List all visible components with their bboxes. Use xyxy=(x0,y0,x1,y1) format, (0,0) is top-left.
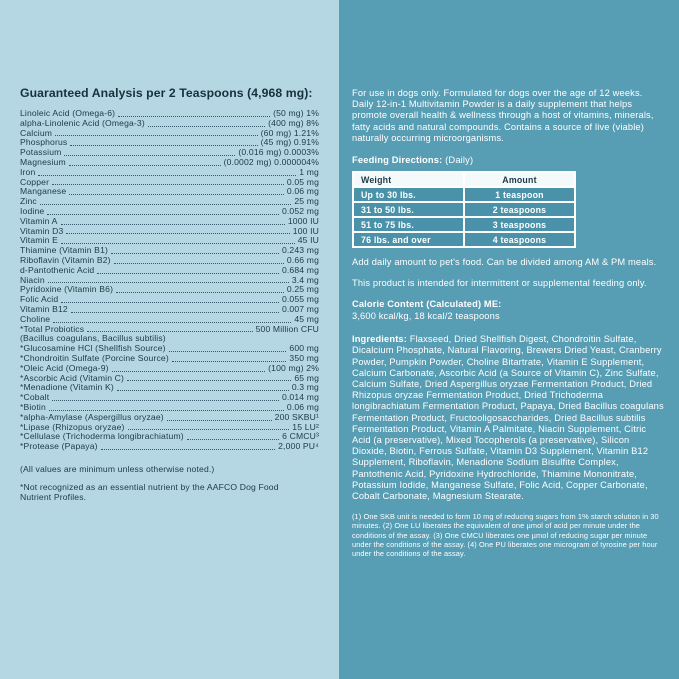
dot-leader xyxy=(112,371,266,372)
feeding-table-row xyxy=(353,187,575,202)
feeding-table-header-row xyxy=(353,172,575,187)
calorie-content-value: 3,600 kcal/kg, 18 kcal/2 teaspoons xyxy=(352,310,500,321)
dot-leader xyxy=(117,390,289,391)
analysis-row-value: 0.66 mg xyxy=(286,254,319,265)
dot-leader xyxy=(69,194,284,195)
analysis-row-value: 45 mg xyxy=(294,313,319,324)
analysis-row-label: Potassium xyxy=(20,147,62,158)
guaranteed-analysis-heading: Guaranteed Analysis per 2 Teaspoons (4,968 mg): xyxy=(20,86,313,100)
analysis-row-label: Riboflavin (Vitamin B2) xyxy=(20,254,111,265)
add-to-food-note: Add daily amount to pet's food. Can be divided among AM & PM meals. xyxy=(352,257,657,268)
analysis-row-label: alpha-Linolenic Acid (Omega-3) xyxy=(20,117,145,128)
analysis-row-label: *Oleic Acid (Omega-9) xyxy=(20,362,109,373)
amount-cell: 3 teaspoons xyxy=(464,217,575,232)
dot-leader xyxy=(128,429,290,430)
analysis-row-value: 0.055 mg xyxy=(281,294,319,305)
analysis-row-label: *Chondroitin Sulfate (Porcine Source) xyxy=(20,352,169,363)
analysis-row-value: 6 CMCU³ xyxy=(282,431,319,442)
dot-leader xyxy=(116,292,284,293)
analysis-row-label: *Cellulase (Trichoderma longibrachiatum) xyxy=(20,431,184,442)
analysis-row-label: Phosphorus xyxy=(20,137,68,148)
analysis-row-value: 1 mg xyxy=(299,166,319,177)
feeding-table-row xyxy=(353,232,575,247)
analysis-row-value: 0.06 mg xyxy=(286,186,319,197)
right-panel xyxy=(339,0,679,679)
intermittent-feeding-note: This product is intended for intermittent or supplemental feeding only. xyxy=(352,278,647,289)
dot-leader xyxy=(169,351,287,352)
feeding-table-header-amount: Amount xyxy=(464,172,575,187)
analysis-row-value: 0.007 mg xyxy=(281,303,319,314)
dot-leader xyxy=(167,420,272,421)
analysis-row-label: *Total Probiotics xyxy=(20,323,85,334)
dot-leader xyxy=(49,410,284,411)
analysis-row-label: Vitamin A xyxy=(20,215,58,226)
analysis-row-label: Vitamin D3 xyxy=(20,225,64,236)
analysis-row-value: 1000 IU xyxy=(287,215,319,226)
analysis-row-label: Pyridoxine (Vitamin B6) xyxy=(20,284,114,295)
aafco-note: *Not recognized as an essential nutrient by the AAFCO Dog Food Nutrient Profiles. xyxy=(20,481,279,503)
dot-leader xyxy=(61,224,285,225)
dot-leader xyxy=(70,145,257,146)
enzyme-unit-footnotes: (1) One SKB unit is needed to form 10 mg of reducing sugars from 1% starch solution in 30 minutes. (2) One LU liberates the equivalent of one µmol of acid per minute under the conditions of the assay. (3) One CMCU liberates one µmol of reducing sugar per minute under the conditions of the assay. (4) One PU liberates one microgram of tyrosine per hour under the conditions of the assay. xyxy=(352,512,659,559)
analysis-row xyxy=(20,305,319,315)
feeding-table-header-weight: Weight xyxy=(353,172,464,187)
analysis-row-value: 0.014 mg xyxy=(281,392,319,403)
analysis-row-value: 0.05 mg xyxy=(286,176,319,187)
analysis-row-value: (100 mg) 2% xyxy=(268,362,319,373)
dot-leader xyxy=(87,331,252,332)
dot-leader xyxy=(187,439,279,440)
analysis-row-value: (0.0002 mg) 0.000004% xyxy=(223,156,319,167)
analysis-row-label: Vitamin B12 xyxy=(20,303,68,314)
analysis-row xyxy=(20,158,319,168)
feeding-table xyxy=(352,171,576,248)
analysis-row-label: Magnesium xyxy=(20,156,66,167)
analysis-row-value: (60 mg) 1.21% xyxy=(260,127,319,138)
analysis-row-label: Thiamine (Vitamin B1) xyxy=(20,245,109,256)
analysis-row-label: Choline xyxy=(20,313,51,324)
dot-leader xyxy=(69,165,221,166)
amount-cell: 1 teaspoon xyxy=(464,187,575,202)
analysis-row-value: (400 mg) 8% xyxy=(268,117,319,128)
analysis-row-value: 0.06 mg xyxy=(286,401,319,412)
analysis-row xyxy=(20,217,319,227)
dot-leader xyxy=(53,322,291,323)
analysis-row-value: 25 mg xyxy=(294,196,319,207)
dot-leader xyxy=(52,400,279,401)
analysis-row-value: 15 LU² xyxy=(292,421,319,432)
analysis-row-label: Manganese xyxy=(20,186,67,197)
amount-cell: 2 teaspoons xyxy=(464,202,575,217)
analysis-row-value: 100 IU xyxy=(292,225,319,236)
dot-leader xyxy=(64,155,235,156)
analysis-row-label: *alpha-Amylase (Aspergillus oryzae) xyxy=(20,411,164,422)
analysis-row-label: Folic Acid xyxy=(20,294,59,305)
feeding-table-body xyxy=(353,187,575,247)
analysis-row-label: *Glucosamine HCl (Shellfish Source) xyxy=(20,343,166,354)
analysis-row-label: d-Pantothenic Acid xyxy=(20,264,95,275)
analysis-row-value: 200 SKBU¹ xyxy=(274,411,319,422)
weight-cell: Up to 30 lbs. xyxy=(353,187,464,202)
left-panel xyxy=(0,0,339,679)
analysis-row-value: 45 IU xyxy=(297,235,319,246)
feeding-table-row xyxy=(353,202,575,217)
dot-leader xyxy=(61,243,295,244)
feeding-directions-label: Feeding Directions: xyxy=(352,154,443,166)
analysis-row-value: 0.684 mg xyxy=(281,264,319,275)
analysis-row-value: 65 mg xyxy=(294,372,319,383)
analysis-row-value: 500 Million CFU xyxy=(255,323,319,334)
analysis-row-value: 3.4 mg xyxy=(291,274,319,285)
calorie-content-heading: Calorie Content (Calculated) ME: xyxy=(352,299,502,310)
dot-leader xyxy=(47,214,279,215)
dot-leader xyxy=(71,312,279,313)
dot-leader xyxy=(101,449,275,450)
analysis-row xyxy=(20,285,319,295)
analysis-row xyxy=(20,187,319,197)
dot-leader xyxy=(97,273,279,274)
analysis-row-label: *Biotin xyxy=(20,401,46,412)
ingredients-list: Flaxseed, Dried Shellfish Digest, Chondroitin Sulfate, Dicalcium Phosphate, Natural Flavoring, Brewers Dried Yeast, Cranberry Powder, Pumpkin Powder, Choline Bitartrate, Vitamin E Supplement, Calcium Carbonate, Ascorbic Acid (a Source of Vitamin C), Zinc Sulfate, Calcium Sulfate, Dried Aspergillus oryzae Fermentation Product, Dried Rhizopus oryzae Fermentation Product, Dried Trichoderma longibrachiatum Fermentation Product, Papaya, Dried Bacillus coagulans Fermentation Product, Fructooligosaccharides, Dried Bacillus subtilis Fermentation Product, Vitamin A Palmitate, Niacin Supplement, Citric Acid (a preservative), Mixed Tocopherols (a preservative), Silicon Dioxide, Biotin, Ferrous Sulfate, Vitamin D3 Supplement, Vitamin B12 Supplement, Riboflavin, Menadione Sodium Bisulfite Complex, Pantothenic Acid, Pyridoxine Hydrochloride, Thiamine Mononitrate, Potassium Iodide, Manganese Sulfate, Folic Acid, Copper Carbonate, Cobalt Carbonate, Magnesium Stearate. xyxy=(352,334,664,502)
guaranteed-analysis-list xyxy=(20,109,319,452)
analysis-row-value: (50 mg) 1% xyxy=(273,108,319,118)
analysis-row xyxy=(20,393,319,403)
analysis-row xyxy=(20,227,319,237)
analysis-row-value: (0.016 mg) 0.0003% xyxy=(238,147,319,158)
amount-cell: 4 teaspoons xyxy=(464,232,575,247)
calorie-content-block xyxy=(352,299,664,322)
feeding-directions-heading xyxy=(352,154,664,165)
analysis-row-value: 0.243 mg xyxy=(281,245,319,256)
analysis-row xyxy=(20,197,319,207)
analysis-row-label: Iodine xyxy=(20,205,45,216)
directions-section xyxy=(352,88,664,558)
analysis-row-value: 350 mg xyxy=(289,352,319,363)
weight-cell: 51 to 75 lbs. xyxy=(353,217,464,232)
analysis-row xyxy=(20,266,319,276)
dot-leader xyxy=(114,263,284,264)
analysis-row-value: 0.052 mg xyxy=(281,205,319,216)
dot-leader xyxy=(66,233,289,234)
weight-cell: 76 lbs. and over xyxy=(353,232,464,247)
dot-leader xyxy=(48,282,289,283)
analysis-row-value: (45 mg) 0.91% xyxy=(260,137,319,148)
dot-leader xyxy=(61,302,279,303)
dot-leader xyxy=(118,116,270,117)
dot-leader xyxy=(40,204,292,205)
analysis-row-label: *Cobalt xyxy=(20,392,50,403)
analysis-row-label: Linoleic Acid (Omega-6) xyxy=(20,108,116,118)
analysis-row-label: *Menadione (Vitamin K) xyxy=(20,382,114,393)
dot-leader xyxy=(52,184,284,185)
ingredients-label: Ingredients: xyxy=(352,334,408,345)
dot-leader xyxy=(111,253,279,254)
feeding-directions-suffix: (Daily) xyxy=(442,154,474,166)
feeding-table-head xyxy=(353,172,575,187)
feeding-table-row xyxy=(353,217,575,232)
dot-leader xyxy=(148,126,265,127)
analysis-row xyxy=(20,207,319,217)
values-minimum-note: (All values are minimum unless otherwise noted.) xyxy=(20,463,215,474)
dot-leader xyxy=(55,135,258,136)
analysis-row-label: Niacin xyxy=(20,274,45,285)
analysis-row-label: Calcium xyxy=(20,127,53,138)
dot-leader xyxy=(127,380,291,381)
analysis-row-label: *Ascorbic Acid (Vitamin C) xyxy=(20,372,125,383)
analysis-row-value: 600 mg xyxy=(289,343,319,354)
weight-cell: 31 to 50 lbs. xyxy=(353,202,464,217)
ingredients-paragraph xyxy=(352,334,664,502)
analysis-row-label: Iron xyxy=(20,166,36,177)
analysis-row-label: *Lipase (Rhizopus oryzae) xyxy=(20,421,125,432)
analysis-row xyxy=(20,168,319,178)
analysis-row xyxy=(20,383,319,393)
analysis-row-label: Zinc xyxy=(20,196,37,207)
guaranteed-analysis-section xyxy=(20,86,319,503)
analysis-row-label: *Protease (Papaya) xyxy=(20,441,98,452)
analysis-row-value: 2,000 PU⁴ xyxy=(278,441,319,452)
usage-intro: For use in dogs only. Formulated for dogs over the age of 12 weeks. Daily 12-in-1 Multivitamin Powder is a daily supplement that helps promote overall health & wellness through a host of vitamins, minerals, fatty acids and natural compounds. Contains a source of live (viable) naturally occurring microorganisms. xyxy=(352,88,654,143)
analysis-row-value: 0.25 mg xyxy=(286,284,319,295)
analysis-row-value: 0.3 mg xyxy=(291,382,319,393)
analysis-row-label: Copper xyxy=(20,176,50,187)
analysis-row-label: Vitamin E xyxy=(20,235,58,246)
analysis-row xyxy=(20,442,319,452)
dot-leader xyxy=(172,361,287,362)
analysis-row-label: (Bacillus coagulans, Bacillus subtilis) xyxy=(20,333,166,344)
dot-leader xyxy=(38,175,296,176)
